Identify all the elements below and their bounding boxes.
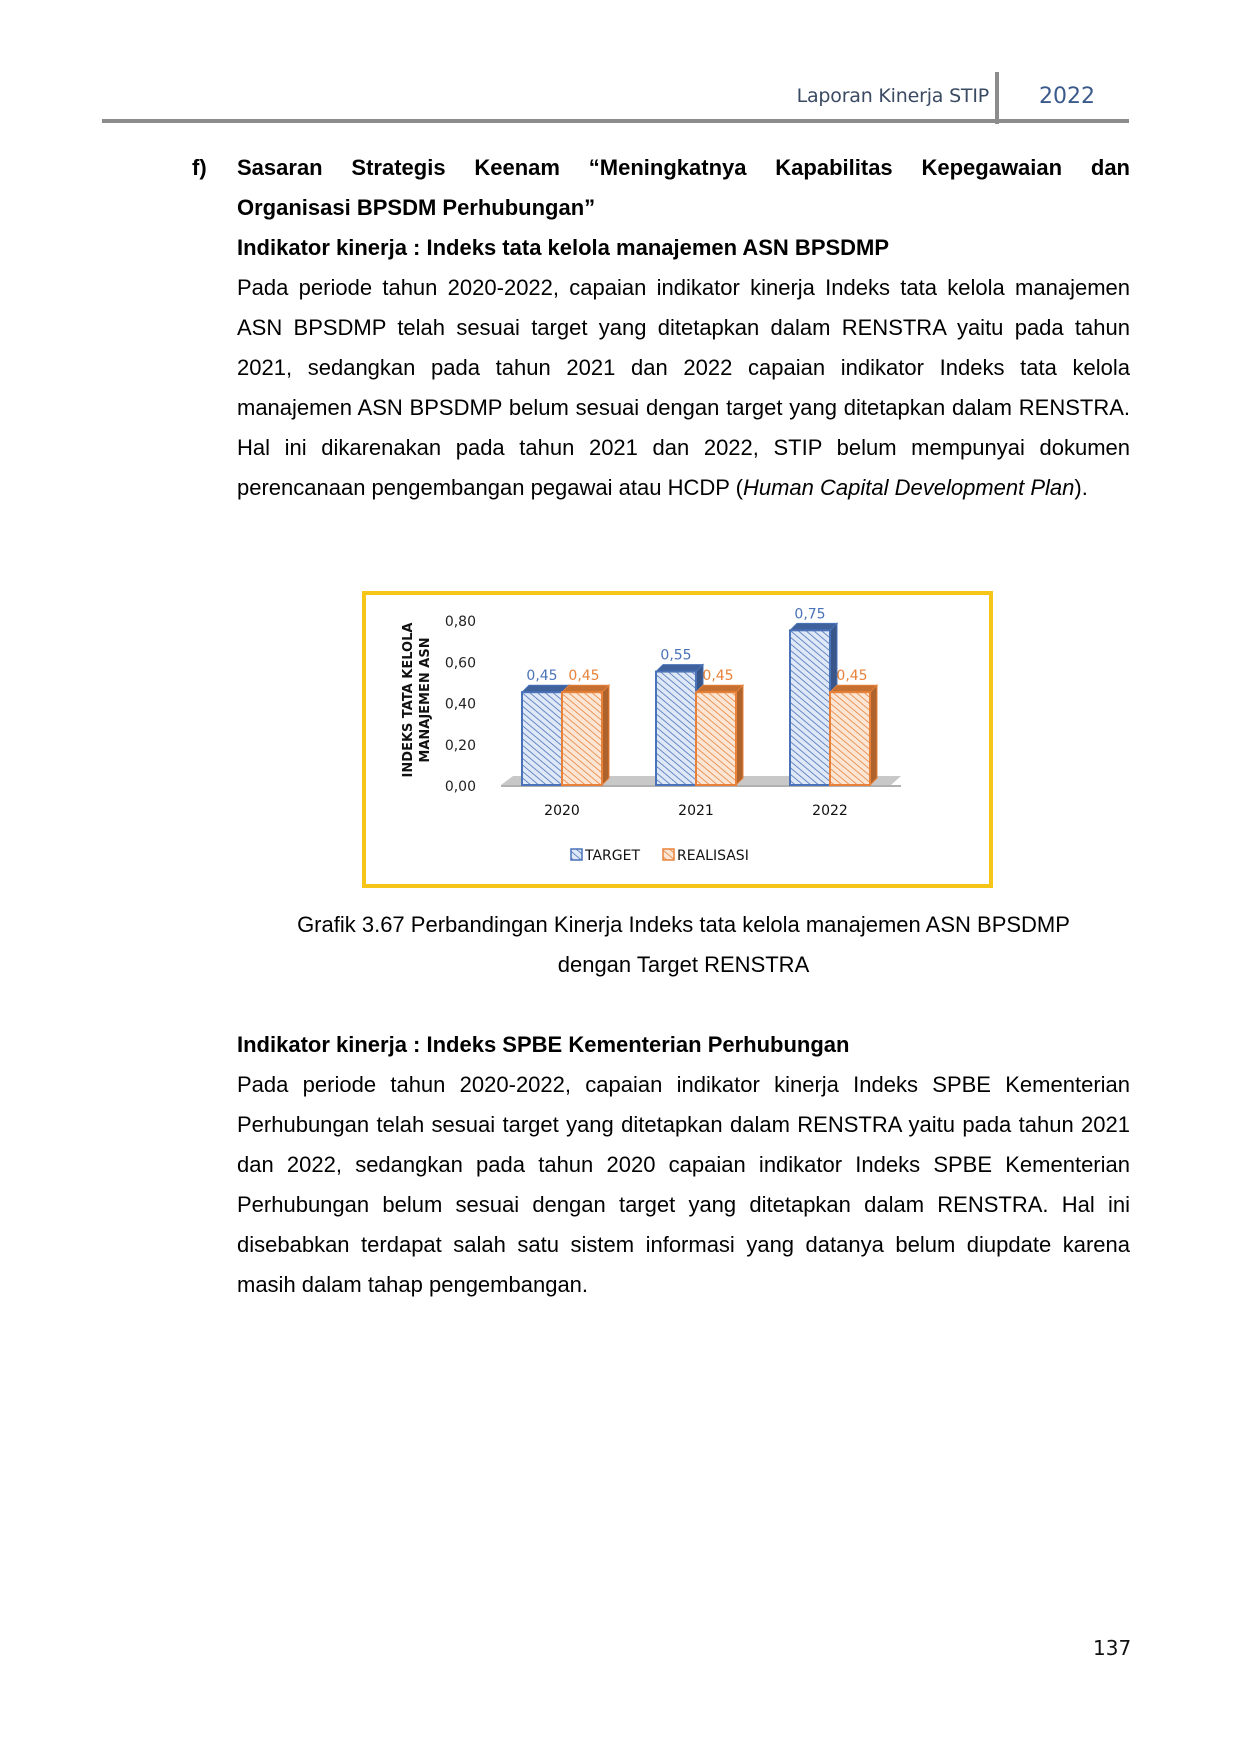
bar-top-target: [522, 685, 569, 692]
paragraph-end: ).: [1074, 475, 1088, 500]
indicator-heading-spbe: Indikator kinerja : Indeks SPBE Kementerian Perhubungan: [237, 1032, 850, 1057]
y-tick-label: 0,80: [444, 614, 476, 630]
y-axis-title: INDEKS TATA KELOLA MANAJEMEN ASN: [401, 622, 433, 778]
x-tick-label: 2020: [544, 803, 580, 819]
y-tick-label: 0,20: [444, 737, 476, 754]
chart-frame: [362, 591, 993, 888]
data-label: 0,45: [702, 668, 734, 685]
data-label: 0,45: [526, 668, 558, 685]
bar-realisasi-2020: [562, 692, 602, 785]
bar-side-realisasi: [870, 685, 877, 785]
caption-line2: dengan Target RENSTRA: [557, 952, 810, 977]
bar-side-realisasi: [602, 685, 609, 785]
bar-top-realisasi: [830, 685, 877, 692]
y-tick-label: 0,60: [444, 655, 476, 672]
section-spbe: [237, 1025, 1130, 1305]
bar-realisasi-2022: [830, 692, 870, 785]
data-label: 0,55: [660, 647, 692, 664]
bar-top-target: [656, 665, 703, 672]
data-label: 0,45: [836, 668, 868, 685]
body-paragraph-spbe: Pada periode tahun 2020-2022, capaian indikator kinerja Indeks SPBE Kementerian Perhubungan telah sesuai target yang ditetapkan dalam RENSTRA yaitu pada tahun 2021 dan 2022, sedangkan pada tahun 2020 capaian indikator Indeks SPBE Kementerian Perhubungan belum sesuai dengan target yang ditetapkan dalam RENSTRA. Hal ini disebabkan terdapat salah satu sistem informasi yang datanya belum diupdate karena masih dalam tahap pengembangan.: [237, 1072, 1130, 1297]
bar-target-2021: [656, 672, 696, 785]
indicator-heading: Indikator kinerja : Indeks tata kelola manajemen ASN BPSDMP: [237, 235, 890, 260]
legend-swatch-target: [571, 849, 582, 860]
report-title: Laporan Kinerja STIP: [796, 85, 989, 107]
section-heading-line2: Organisasi BPSDM Perhubungan”: [237, 195, 596, 220]
bar-target-2022: [790, 630, 830, 785]
header-divider: [995, 72, 999, 124]
legend-label: REALISASI: [677, 848, 749, 864]
header-rule: [102, 119, 1129, 123]
bar-target-2020: [522, 692, 562, 785]
bar-realisasi-2021: [696, 692, 736, 785]
section-f: [192, 148, 1130, 508]
paragraph-italic-text: Human Capital Development Plan: [742, 475, 1075, 500]
legend-swatch-realisasi: [663, 849, 674, 860]
legend-label: TARGET: [585, 848, 641, 864]
x-tick-label: 2021: [678, 803, 714, 819]
data-label: 0,75: [794, 606, 826, 623]
paragraph-text: Pada periode tahun 2020-2022, capaian indikator kinerja Indeks tata kelola manajemen ASN BPSDMP telah sesuai target yang ditetapkan dalam RENSTRA yaitu pada tahun 2021, sedangkan pada tahun 2021 dan 2022 capaian indikator Indeks tata kelola manajemen ASN BPSDMP belum sesuai dengan target yang ditetapkan dalam RENSTRA. Hal ini dikarenakan pada tahun 2021 dan 2022, STIP belum mempunyai dokumen perencanaan pengembangan pegawai atau HCDP (: [237, 275, 1130, 500]
bar-side-realisasi: [736, 685, 743, 785]
section-heading-line1: Sasaran Strategis Keenam “Meningkatnya Kapabilitas Kepegawaian dan: [237, 155, 1130, 180]
bar-top-realisasi: [696, 685, 743, 692]
page-header: [102, 72, 1129, 124]
y-tick-label: 0,40: [444, 696, 476, 713]
data-label: 0,45: [568, 668, 600, 685]
y-tick-label: 0,00: [444, 779, 476, 795]
figure-caption: [237, 905, 1130, 985]
bar-chart: [366, 595, 989, 884]
x-tick-label: 2022: [812, 803, 848, 819]
bar-top-target: [790, 623, 837, 630]
report-year: 2022: [1039, 84, 1095, 109]
body-paragraph: [237, 268, 1130, 508]
bar-top-realisasi: [562, 685, 609, 692]
caption-line1: Grafik 3.67 Perbandingan Kinerja Indeks tata kelola manajemen ASN BPSDMP: [297, 912, 1070, 937]
list-marker: f): [192, 155, 207, 180]
page-number: 137: [1093, 1636, 1132, 1660]
